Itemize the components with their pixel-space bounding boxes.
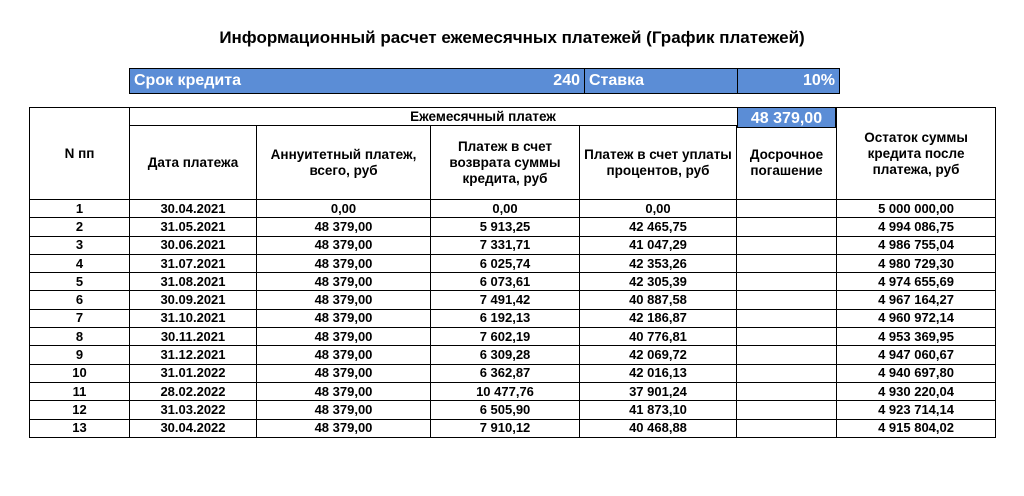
- row-interest: 40 887,58: [580, 291, 737, 309]
- row-annuity: 48 379,00: [257, 218, 431, 236]
- row-early: [737, 291, 837, 309]
- table-row: [30, 200, 996, 218]
- row-annuity: 48 379,00: [257, 346, 431, 364]
- row-annuity: 48 379,00: [257, 364, 431, 382]
- row-interest: 42 186,87: [580, 309, 737, 327]
- row-interest: 40 776,81: [580, 328, 737, 346]
- row-date: 30.04.2021: [130, 200, 257, 218]
- monthly-payment-value: 48 379,00: [737, 107, 836, 128]
- row-date: 31.05.2021: [130, 218, 257, 236]
- table-row: [30, 218, 996, 236]
- row-balance: 4 923 714,14: [837, 401, 996, 419]
- row-balance: 5 000 000,00: [837, 200, 996, 218]
- row-annuity: 48 379,00: [257, 382, 431, 400]
- row-balance: 4 915 804,02: [837, 419, 996, 437]
- header-early: Досрочное погашение: [737, 126, 837, 200]
- table-row: [30, 419, 996, 437]
- page-title: Информационный расчет ежемесячных платежей (График платежей): [219, 28, 805, 47]
- row-early: [737, 382, 837, 400]
- table-row: [30, 309, 996, 327]
- row-n: 7: [30, 309, 130, 327]
- row-early: [737, 236, 837, 254]
- row-annuity: 48 379,00: [257, 291, 431, 309]
- row-date: 31.10.2021: [130, 309, 257, 327]
- row-interest: 37 901,24: [580, 382, 737, 400]
- row-early: [737, 218, 837, 236]
- row-principal: 6 505,90: [431, 401, 580, 419]
- row-early: [737, 200, 837, 218]
- row-date: 31.01.2022: [130, 364, 257, 382]
- row-balance: 4 974 655,69: [837, 273, 996, 291]
- row-early: [737, 254, 837, 272]
- row-n: 6: [30, 291, 130, 309]
- row-n: 2: [30, 218, 130, 236]
- row-principal: 0,00: [431, 200, 580, 218]
- table-row: [30, 236, 996, 254]
- row-early: [737, 328, 837, 346]
- table-row: [30, 273, 996, 291]
- row-balance: 4 953 369,95: [837, 328, 996, 346]
- row-balance: 4 947 060,67: [837, 346, 996, 364]
- row-early: [737, 346, 837, 364]
- row-annuity: 0,00: [257, 200, 431, 218]
- row-principal: 6 073,61: [431, 273, 580, 291]
- row-n: 1: [30, 200, 130, 218]
- row-date: 30.11.2021: [130, 328, 257, 346]
- header-balance: Остаток суммы кредита после платежа, руб: [837, 108, 996, 200]
- row-date: 30.04.2022: [130, 419, 257, 437]
- row-date: 31.12.2021: [130, 346, 257, 364]
- header-interest: Платеж в счет уплаты процентов, руб: [580, 126, 737, 200]
- row-balance: 4 930 220,04: [837, 382, 996, 400]
- row-n: 10: [30, 364, 130, 382]
- row-principal: 7 910,12: [431, 419, 580, 437]
- row-date: 31.03.2022: [130, 401, 257, 419]
- header-annuity: Аннуитетный платеж, всего, руб: [257, 126, 431, 200]
- row-principal: 6 025,74: [431, 254, 580, 272]
- row-principal: 5 913,25: [431, 218, 580, 236]
- row-early: [737, 419, 837, 437]
- table-row: [30, 401, 996, 419]
- row-early: [737, 273, 837, 291]
- table-row: [30, 254, 996, 272]
- payment-schedule-table: [29, 107, 996, 438]
- rate-label: Ставка: [585, 69, 738, 94]
- header-monthly-label: Ежемесячный платеж: [130, 108, 837, 126]
- row-principal: 7 331,71: [431, 236, 580, 254]
- row-n: 8: [30, 328, 130, 346]
- row-annuity: 48 379,00: [257, 273, 431, 291]
- table-row: [30, 328, 996, 346]
- row-n: 11: [30, 382, 130, 400]
- row-interest: 41 047,29: [580, 236, 737, 254]
- table-row: [30, 364, 996, 382]
- header-n: N пп: [30, 108, 130, 200]
- term-value: 240: [427, 69, 585, 94]
- row-balance: 4 940 697,80: [837, 364, 996, 382]
- row-principal: 6 192,13: [431, 309, 580, 327]
- row-n: 9: [30, 346, 130, 364]
- row-annuity: 48 379,00: [257, 401, 431, 419]
- row-principal: 7 602,19: [431, 328, 580, 346]
- row-n: 3: [30, 236, 130, 254]
- term-label: Срок кредита: [130, 69, 427, 94]
- header-date: Дата платежа: [130, 126, 257, 200]
- row-interest: 0,00: [580, 200, 737, 218]
- row-balance: 4 960 972,14: [837, 309, 996, 327]
- row-date: 31.08.2021: [130, 273, 257, 291]
- row-interest: 40 468,88: [580, 419, 737, 437]
- row-early: [737, 309, 837, 327]
- table-row: [30, 382, 996, 400]
- row-interest: 42 069,72: [580, 346, 737, 364]
- row-date: 31.07.2021: [130, 254, 257, 272]
- table-row: [30, 291, 996, 309]
- row-date: 30.06.2021: [130, 236, 257, 254]
- row-balance: 4 994 086,75: [837, 218, 996, 236]
- row-date: 30.09.2021: [130, 291, 257, 309]
- row-early: [737, 364, 837, 382]
- row-annuity: 48 379,00: [257, 419, 431, 437]
- row-annuity: 48 379,00: [257, 328, 431, 346]
- row-balance: 4 967 164,27: [837, 291, 996, 309]
- row-balance: 4 980 729,30: [837, 254, 996, 272]
- row-principal: 7 491,42: [431, 291, 580, 309]
- row-principal: 6 362,87: [431, 364, 580, 382]
- loan-params: [129, 68, 840, 94]
- row-interest: 41 873,10: [580, 401, 737, 419]
- rate-value: 10%: [738, 69, 840, 94]
- row-date: 28.02.2022: [130, 382, 257, 400]
- row-principal: 6 309,28: [431, 346, 580, 364]
- row-n: 12: [30, 401, 130, 419]
- row-balance: 4 986 755,04: [837, 236, 996, 254]
- table-row: [30, 346, 996, 364]
- row-annuity: 48 379,00: [257, 309, 431, 327]
- row-n: 13: [30, 419, 130, 437]
- header-principal: Платеж в счет возврата суммы кредита, руб: [431, 126, 580, 200]
- row-interest: 42 016,13: [580, 364, 737, 382]
- row-interest: 42 305,39: [580, 273, 737, 291]
- row-annuity: 48 379,00: [257, 236, 431, 254]
- row-principal: 10 477,76: [431, 382, 580, 400]
- row-interest: 42 353,26: [580, 254, 737, 272]
- row-n: 5: [30, 273, 130, 291]
- row-early: [737, 401, 837, 419]
- row-interest: 42 465,75: [580, 218, 737, 236]
- row-annuity: 48 379,00: [257, 254, 431, 272]
- row-n: 4: [30, 254, 130, 272]
